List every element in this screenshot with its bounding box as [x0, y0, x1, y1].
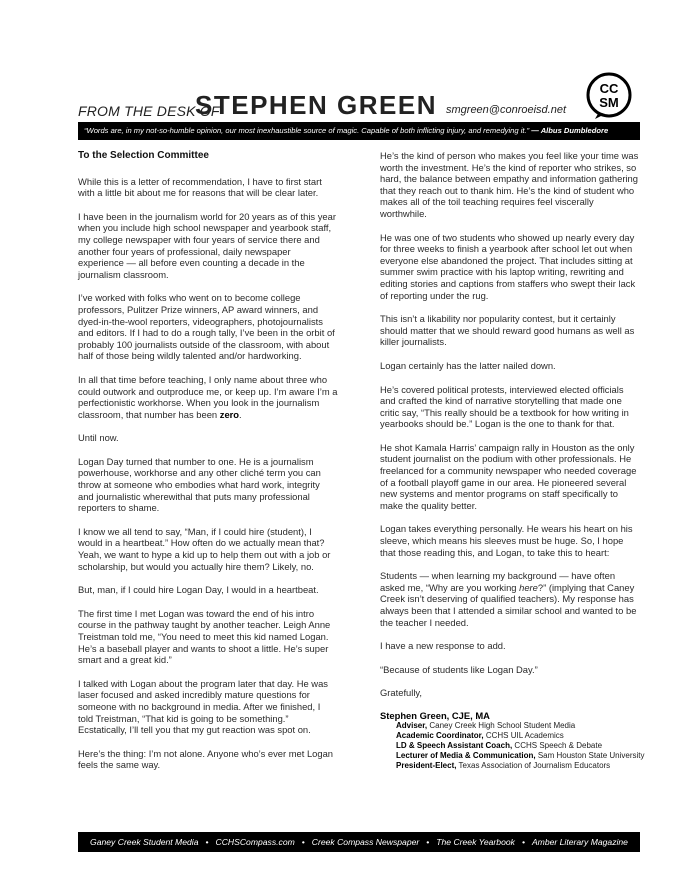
- closing: Gratefully,: [380, 687, 423, 699]
- paragraph: He was one of two students who showed up nearly every day for three weeks to finish a yearbook after school let out when everyone else abandoned the project. That includes sitting at summer swim practice with his laptop writing, rewriting and editing stories and captions from staffers who swept their lack of reporting under the rug.: [380, 231, 636, 301]
- paragraph: Logan Day turned that number to one. He is a journalism powerhouse, workhorse and any other cliché term you can throw at someone who embodies what hard work, integrity and journalistic wherewithal that puts many professional reporters to shame.: [78, 455, 321, 514]
- quote-text: “Words are, in my not-so-humble opinion, our most inexhaustible source of magic. Capable of both inflicting injury, and remedying it.”: [84, 126, 530, 135]
- paragraph: I talked with Logan about the program later that day. He was laser focused and asked incredibly mature questions for someone with no background in media. After we finished, I told Treistman, “That kid is going to be something.” Ecstatically, I’ll tell you that my gut reaction was spot on.: [78, 677, 328, 736]
- paragraph: I have been in the journalism world for 20 years as of this year when you include high school newspaper and yearbook staff, my college newspaper with four years of service there and another four years of professional, daily newspaper experience — all before even counting a decade in the journalism classroom.: [78, 210, 336, 280]
- sender-name: STEPHEN GREEN: [195, 90, 437, 120]
- letter-column-left: [78, 150, 338, 783]
- paragraph: Until now.: [78, 432, 119, 444]
- here-emphasis: here: [519, 581, 538, 593]
- quote-attribution: — Albus Dumbledore: [531, 126, 609, 135]
- paragraph: Logan certainly has the latter nailed down.: [380, 359, 556, 371]
- footer-separator: •: [521, 837, 525, 847]
- signature-block: [380, 709, 645, 771]
- footer-bar: [78, 832, 640, 852]
- paragraph: “Because of students like Logan Day.”: [380, 663, 538, 675]
- paragraph: This isn’t a likability nor popularity contest, but it certainly should matter that we should reward good humans as well as killer journalists.: [380, 313, 635, 348]
- paragraph-zero: In all that time before teaching, I only name about three who could outwork and outproduce me, or keep up. I’m aware I’m a perfectionistic workhorse. When you look in the journalism classroom, that number has been zero.: [78, 373, 338, 420]
- zero-emphasis: zero: [219, 408, 240, 420]
- footer-item: The Creek Yearbook: [436, 837, 515, 847]
- footer-item: CCHSCompass.com: [215, 837, 295, 847]
- paragraph: He shot Kamala Harris’ campaign rally in Houston as the only student journalist on the podium with other professionals. He freelanced for a community newspaper who needed coverage of a football playoff game in our area. He pioneered several new systems and mentor programs on staff specifically to make the quality better.: [380, 441, 637, 511]
- signature-role: Adviser, Caney Creek High School Student Media: [396, 720, 576, 730]
- paragraph: Logan takes everything personally. He wears his heart on his sleeve, which means his sleeves must be huge. So, I hope that those reading this, and Logan, to take this to heart:: [380, 523, 633, 558]
- letter-column-right: [380, 150, 645, 771]
- footer-separator: •: [426, 837, 430, 847]
- signature-role: LD & Speech Assistant Coach, CCHS Speech & Debate: [396, 740, 603, 750]
- footer-separator: •: [301, 837, 305, 847]
- signature-name: Stephen Green, CJE, MA: [380, 709, 490, 721]
- footer-item: Ganey Creek Student Media: [90, 837, 199, 847]
- logo-text-bottom: SM: [599, 95, 619, 110]
- letterhead: [78, 92, 638, 118]
- paragraph: He’s the kind of person who makes you feel like your time was worth the investment. He’s the kind of reporter who strikes, so hard, the balance between empathy and information gathering that they reach out to thank him. He’s the kind of student who makes all of the toil teaching requires feel viscerally worthwhile.: [380, 150, 639, 219]
- signature-role: Lecturer of Media & Communication, Sam Houston State University: [396, 750, 645, 760]
- paragraph: I have a new response to add.: [380, 640, 506, 652]
- signature-role: President-Elect, Texas Association of Journalism Educators: [396, 760, 611, 770]
- signature-role: Academic Coordinator, CCHS UIL Academics: [396, 730, 564, 740]
- paragraph: While this is a letter of recommendation, I have to first start with a little bit about me for reasons that will be clear later.: [78, 175, 322, 199]
- paragraph: I know we all tend to say, “Man, if I could hire (student), I would in a heartbeat.” How often do we actually mean that? Yeah, we want to hype a kid up to help them out with a job or scholarship, but would you actually hire them? Likely, no.: [78, 525, 331, 572]
- salutation: To the Selection Committee: [78, 150, 209, 161]
- logo-text-top: CC: [599, 81, 619, 96]
- paragraph: The first time I met Logan was toward the end of his intro course in the pathway taught by another teacher. Leigh Anne Treistman told me, “You need to meet this kid named Logan. He’s a baseball player and wants to shoot a little. He’s super smart and a great kid.”: [78, 607, 331, 666]
- quote-bar: [78, 122, 640, 140]
- paragraph: Here’s the thing: I’m not alone. Anyone who’s ever met Logan feels the same way.: [78, 747, 334, 771]
- paragraph: He’s covered political protests, interviewed elected officials and crafted the kind of narrative storytelling that made one critic say, “This really should be a textbook for how writing in yearbooks should be.” Logan is the one to thank for that.: [380, 383, 629, 430]
- ccsm-logo-icon: [585, 72, 633, 120]
- footer-item: Amber Literary Magazine: [531, 837, 628, 847]
- paragraph-students: Students — when learning my background — have often asked me, “Why are you working here?” (implying that Caney Creek isn’t deserving of qualified teachers). My response has always been that I attended a similar school and wanted to be the teacher I needed.: [380, 570, 637, 628]
- paragraph: But, man, if I could hire Logan Day, I would in a heartbeat.: [78, 584, 319, 596]
- footer-item: Creek Compass Newspaper: [311, 837, 420, 847]
- sender-email: smgreen@conroeisd.net: [446, 104, 567, 116]
- paragraph: I’ve worked with folks who went on to become college professors, Pulitzer Prize winners, AP award winners, and dyed-in-the-wool reporters, videographers, photojournalists and editors. If I had to do a rough tally, I’ve been in the orbit of probably 100 journalists outside of the classroom, with about half of those being wildly talented and/or hardworking.: [78, 292, 335, 362]
- from-label: FROM THE DESK OF: [78, 103, 220, 119]
- footer-separator: •: [205, 837, 209, 847]
